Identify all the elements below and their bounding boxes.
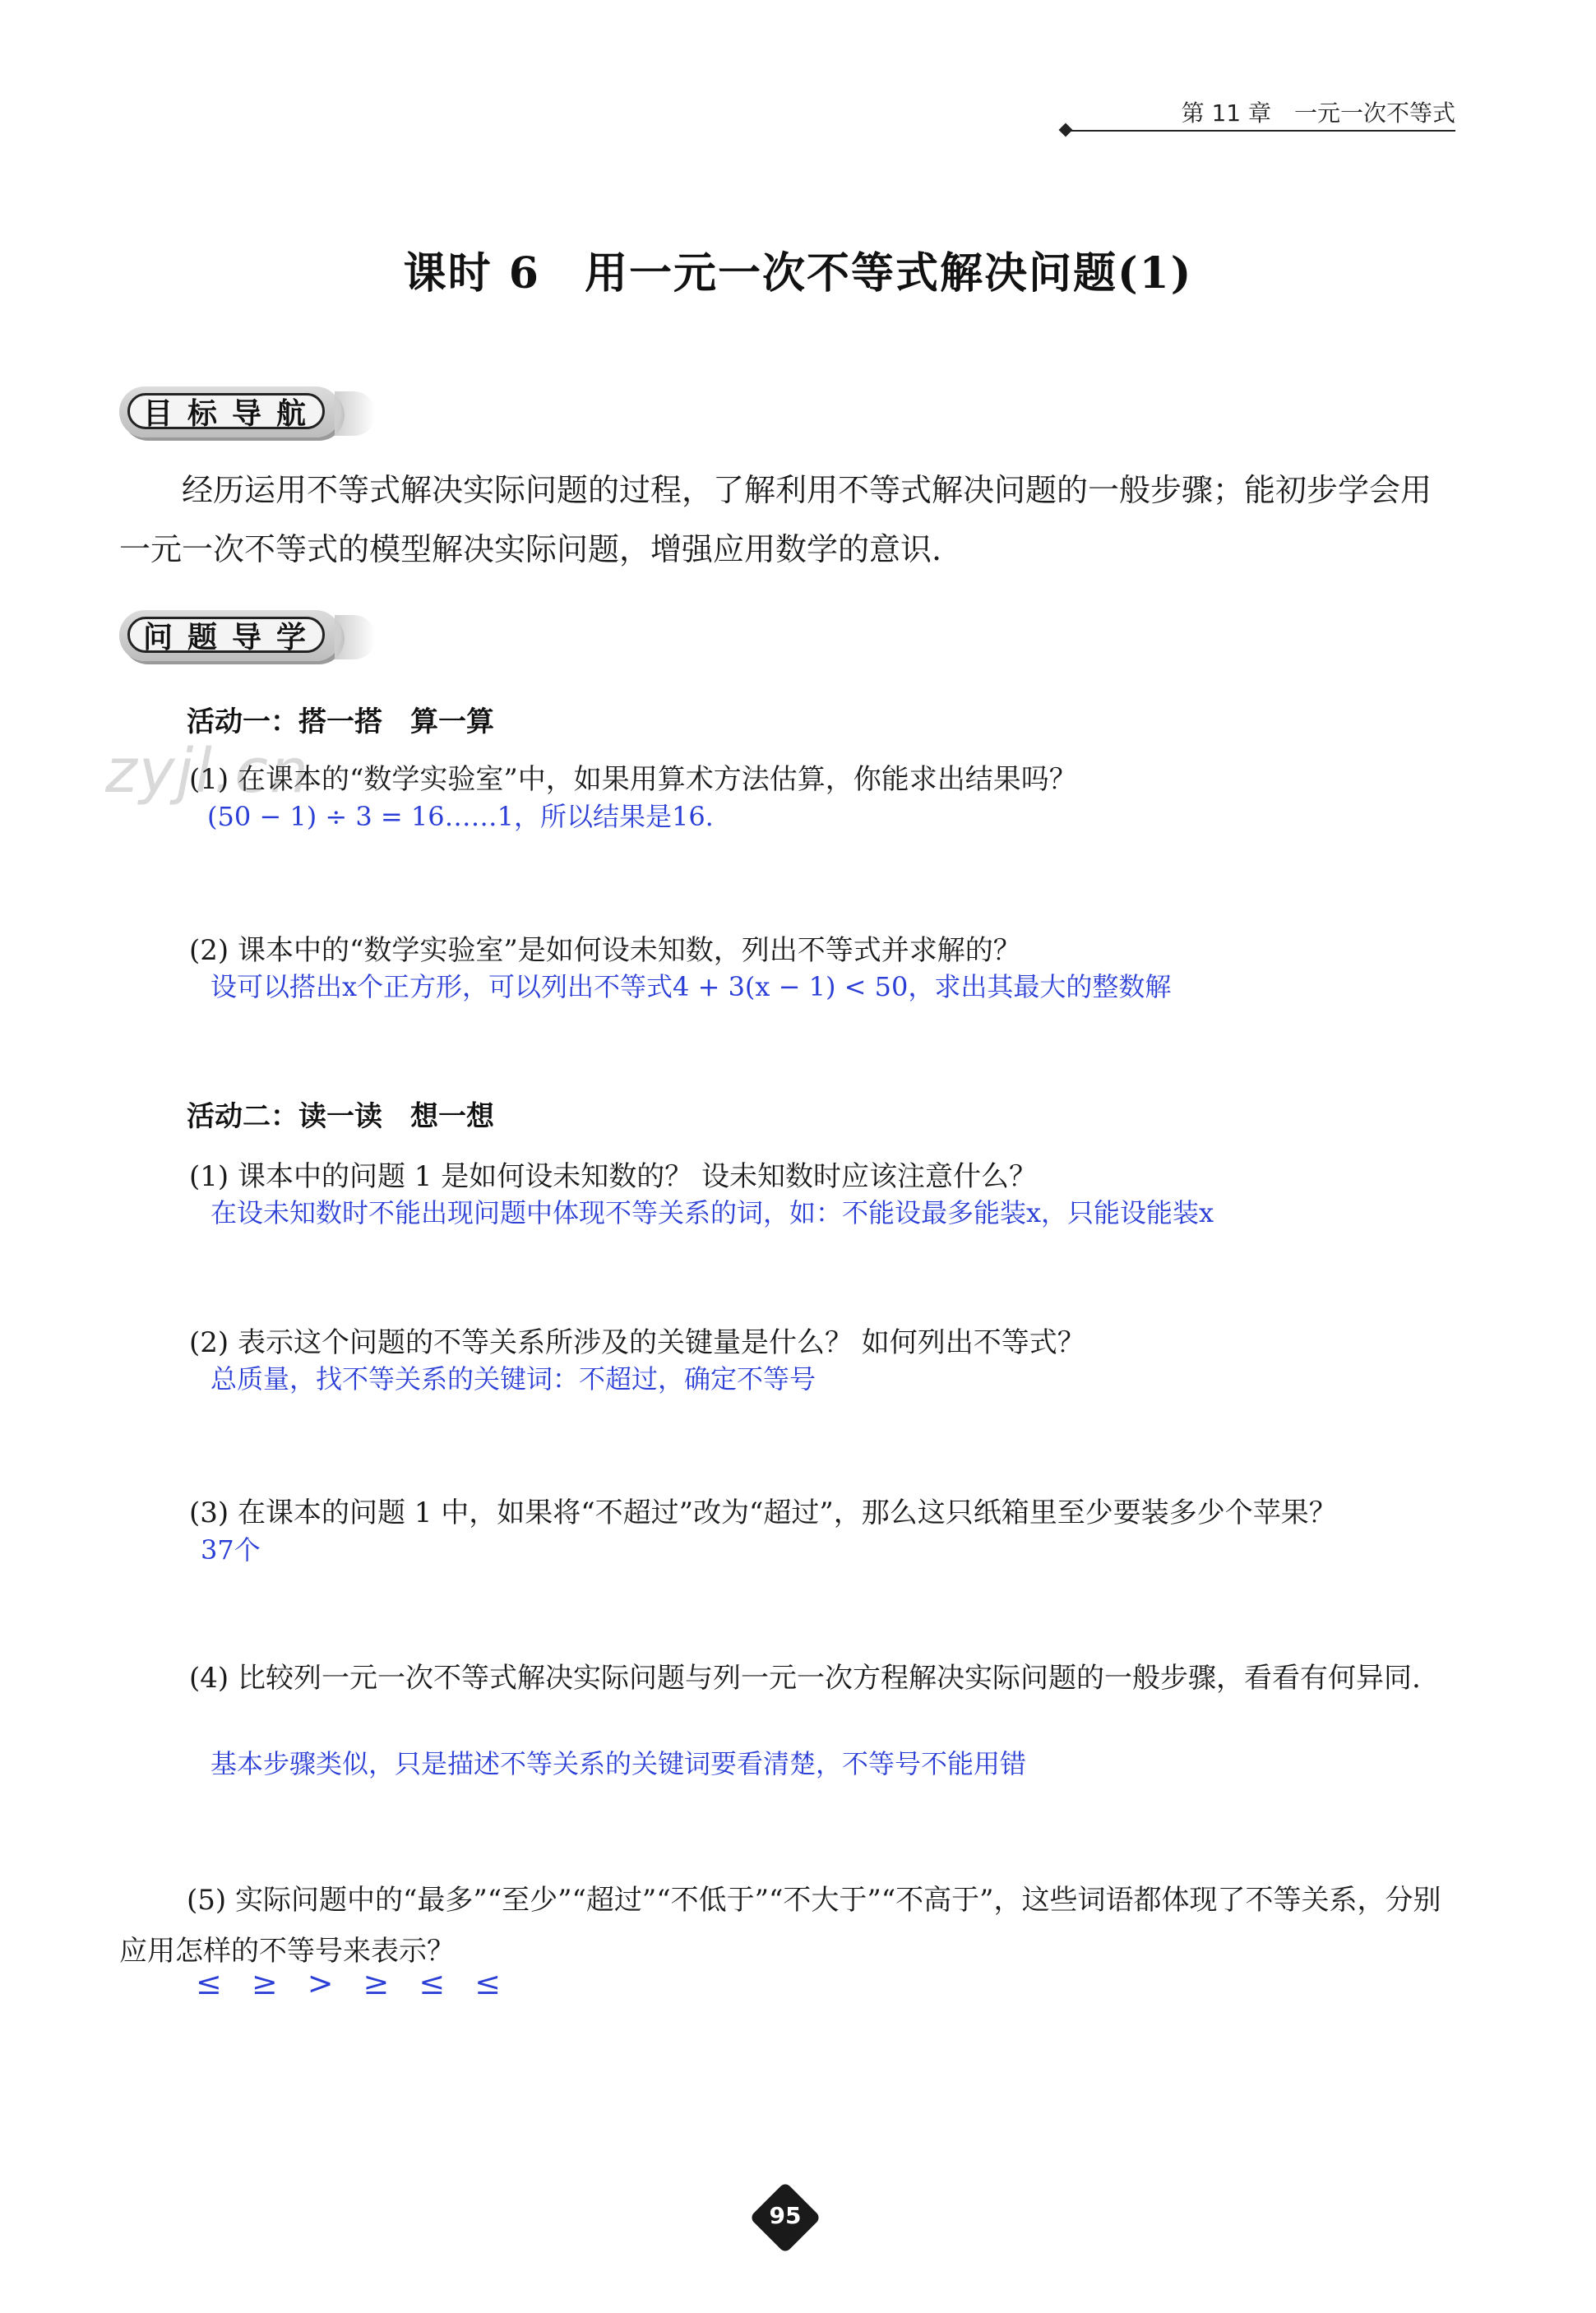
goals-text: 经历运用不等式解决实际问题的过程，了解利用不等式解决问题的一般步骤；能初步学会用一元一次不等式的模型解决实际问题，增强应用数学的意识. xyxy=(119,472,1432,567)
activity2-question5: (5) 实际问题中的“最多”“至少”“超过”“不低于”“不大于”“不高于”，这些词语都体现了不等关系，分别应用怎样的不等号来表示？ xyxy=(119,1884,1441,1968)
activity1-answer1: (50 − 1) ÷ 3 = 16……1，所以结果是16. xyxy=(207,801,714,832)
activity1-title: 活动一：搭一搭 算一算 xyxy=(187,705,494,738)
activity2-question4: (4) 比较列一元一次不等式解决实际问题与列一元一次方程解决实际问题的一般步骤，看看有何异同. xyxy=(189,1662,1421,1695)
activity2-question1: (1) 课本中的问题 1 是如何设未知数的？ 设未知数时应该注意什么？ xyxy=(189,1160,1038,1193)
answer5-symbol: ≥ xyxy=(251,1965,278,2001)
header-diamond-icon xyxy=(1059,123,1073,137)
activity2-answer5 xyxy=(196,1965,501,2001)
activity2-question3: (3) 在课本的问题 1 中，如果将“不超过”改为“超过”，那么这只纸箱里至少要装多少个苹果？ xyxy=(189,1497,1337,1529)
page-number: 95 xyxy=(769,2202,802,2229)
activity1-answer2: 设可以搭出x个正方形，可以列出不等式4 + 3(x − 1) < 50，求出其最大的整数解 xyxy=(210,971,1172,1002)
activity2-answer2: 总质量，找不等关系的关键词：不超过，确定不等号 xyxy=(210,1363,817,1395)
activity2-answer3: 37个 xyxy=(201,1534,261,1566)
activity1-question2: (2) 课本中的“数学实验室”是如何设未知数，列出不等式并求解的？ xyxy=(189,934,1021,967)
answer5-symbol: > xyxy=(307,1965,334,2001)
lesson-title: 课时 6 用一元一次不等式解决问题(1) xyxy=(403,248,1193,298)
answer5-symbol: ≤ xyxy=(196,1965,222,2001)
activity1-question1: (1) 在课本的“数学实验室”中，如果用算术方法估算，你能求出结果吗？ xyxy=(189,763,1077,796)
section-badge-goals xyxy=(119,386,374,437)
activity2-question2: (2) 表示这个问题的不等关系所涉及的关键量是什么？ 如何列出不等式？ xyxy=(189,1326,1085,1359)
activity2-answer4: 基本步骤类似，只是描述不等关系的关键词要看清楚，不等号不能用错 xyxy=(210,1748,1027,1779)
section-label-guide: 问题导学 xyxy=(127,617,325,653)
watermark: zyjl.cn xyxy=(105,736,310,807)
chapter-label: 第 11 章 一元一次不等式 xyxy=(1181,99,1455,127)
answer5-symbol: ≥ xyxy=(363,1965,390,2001)
activity2-title: 活动二：读一读 想一想 xyxy=(187,1100,494,1133)
section-label-goals: 目标导航 xyxy=(127,393,325,429)
chapter-header xyxy=(1061,92,1455,133)
answer5-symbol: ≤ xyxy=(474,1965,502,2001)
page-number-badge xyxy=(755,2187,816,2248)
activity2-answer1: 在设未知数时不能出现问题中体现不等关系的词，如：不能设最多能装x，只能设能装x xyxy=(210,1197,1214,1228)
section-badge-guide xyxy=(119,610,374,661)
answer5-symbol: ≤ xyxy=(419,1965,446,2001)
header-rule xyxy=(1071,130,1455,132)
